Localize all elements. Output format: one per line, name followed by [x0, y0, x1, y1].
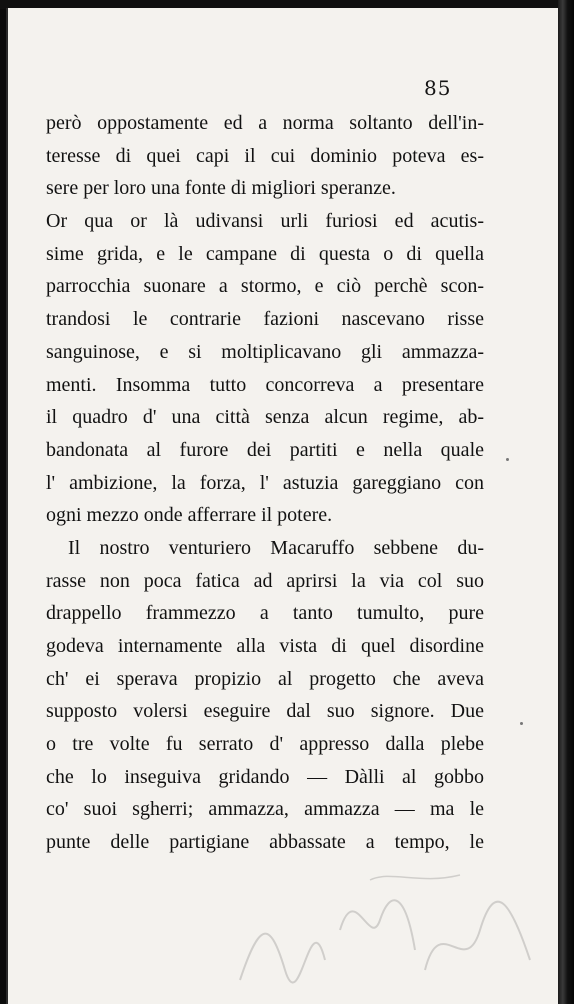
- text-line: il quadro d' una città senza alcun regime, ab-: [46, 406, 484, 429]
- book-spine-edge: [558, 0, 574, 1004]
- text-line: godeva internamente alla vista di quel disordine: [46, 635, 484, 657]
- text-line: trandosi le contrarie fazioni nascevano risse: [46, 308, 484, 331]
- paper-speck: [506, 458, 509, 461]
- handwriting-bleed-through: [230, 860, 550, 1000]
- text-line: co' suoi sgherri; ammazza, ammazza — ma le: [46, 798, 484, 821]
- text-line: o tre volte fu serrato d' appresso dalla plebe: [46, 733, 484, 756]
- paragraph-first-line: Il nostro venturiero Macaruffo sebbene du-: [68, 536, 484, 559]
- text-line: drappello frammezzo a tanto tumulto, pure: [46, 602, 484, 625]
- text-line: supposto volersi eseguire dal suo signore. Due: [46, 700, 484, 723]
- text-line: parrocchia suonare a stormo, e ciò perchè scon-: [46, 275, 484, 298]
- page-number: 85: [424, 76, 452, 100]
- text-line: teresse di quei capi il cui dominio poteva es-: [46, 144, 484, 167]
- text-line: l' ambizione, la forza, l' astuzia gareggiano con: [46, 471, 484, 494]
- text-line: ogni mezzo onde afferrare il potere.: [46, 504, 333, 527]
- body-text: [46, 107, 484, 859]
- text-line: menti. Insomma tutto concorreva a presentare: [46, 373, 484, 396]
- paper-speck: [520, 722, 523, 725]
- text-line: sere per loro una fonte di migliori speranze.: [46, 177, 396, 200]
- text-line: punte delle partigiane abbassate a tempo, le: [46, 831, 484, 854]
- text-line: bandonata al furore dei partiti e nella quale: [46, 438, 484, 461]
- text-line: che lo inseguiva gridando — Dàlli al gobbo: [46, 765, 484, 788]
- text-line: rasse non poca fatica ad aprirsi la via col suo: [46, 569, 484, 592]
- text-line: però oppostamente ed a norma soltanto dell'in-: [46, 112, 484, 134]
- text-line: sime grida, e le campane di questa o di quella: [46, 242, 484, 265]
- text-line: Or qua or là udivansi urli furiosi ed acutis-: [46, 210, 484, 233]
- text-line: ch' ei sperava propizio al progetto che aveva: [46, 667, 484, 690]
- text-line: sanguinose, e si moltiplicavano gli ammazza-: [46, 340, 484, 363]
